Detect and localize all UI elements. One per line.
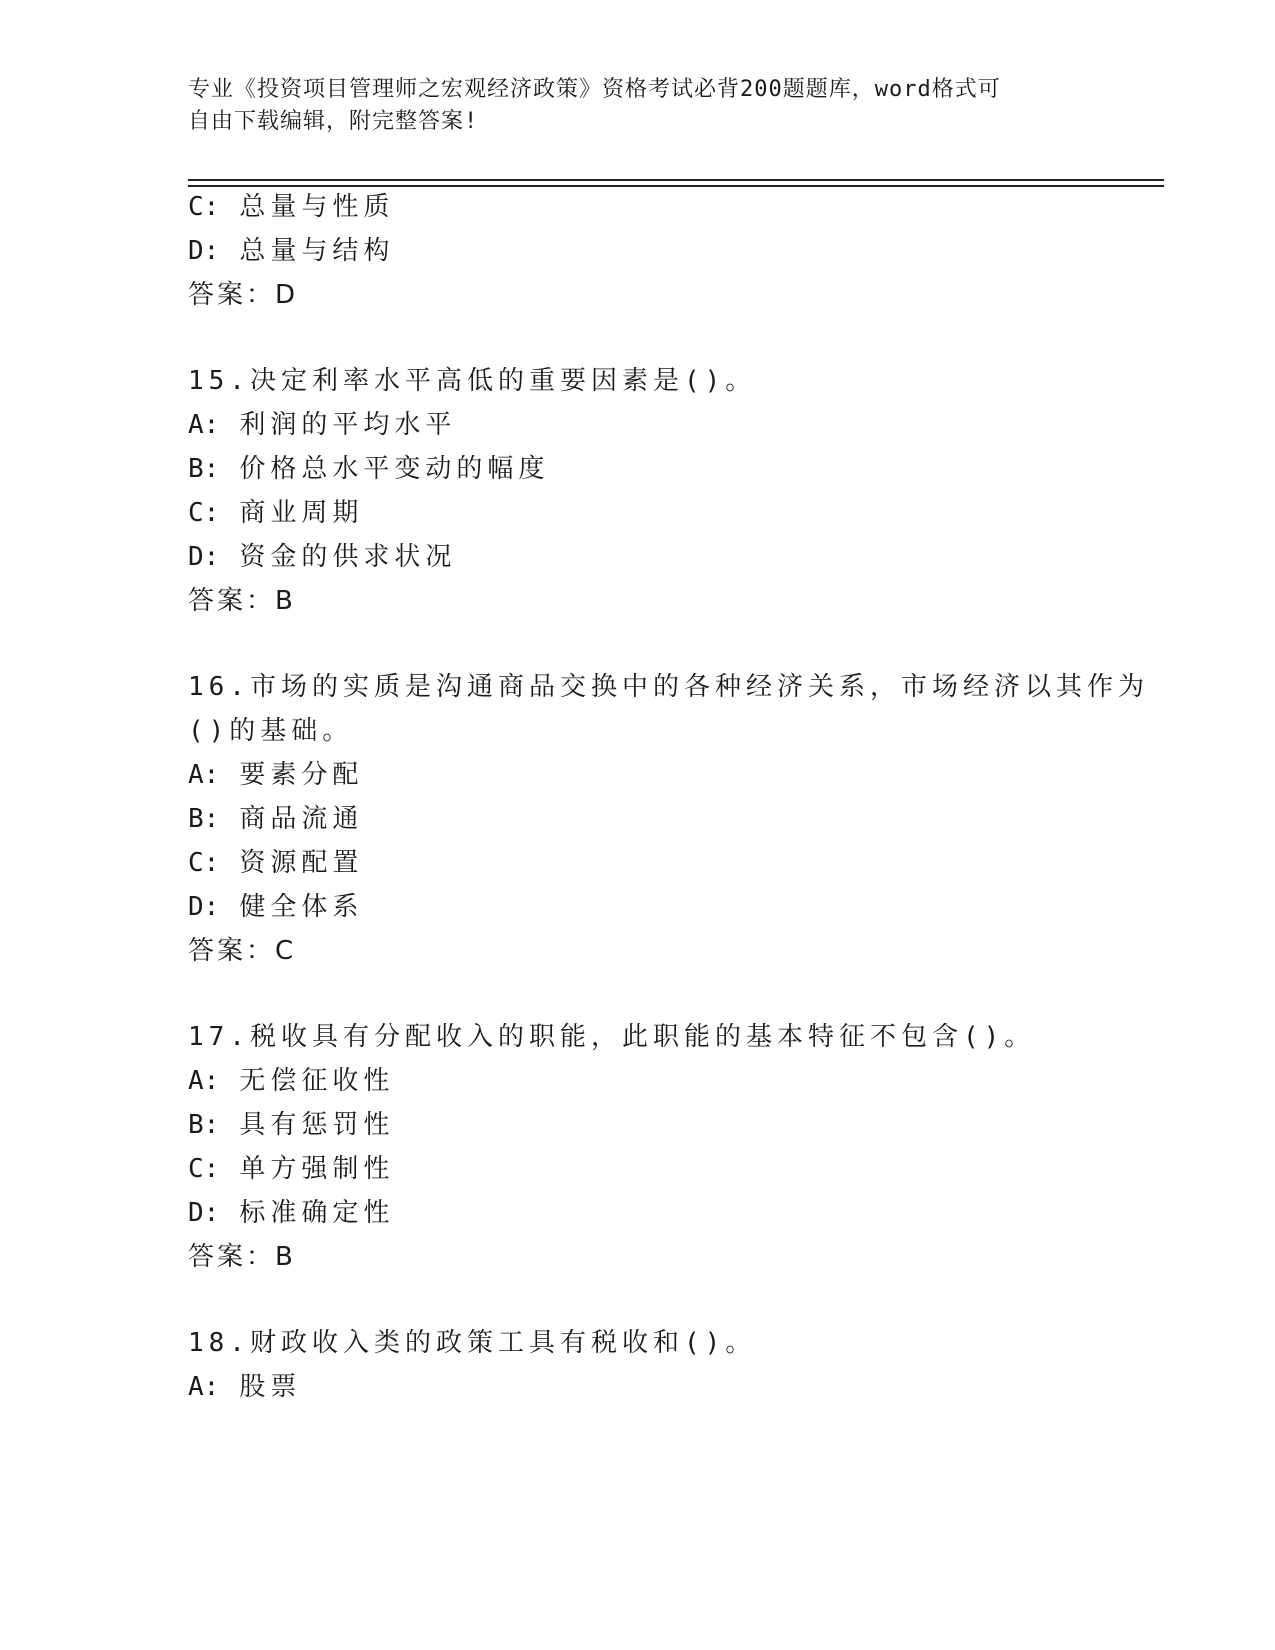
option-line: [188, 802, 363, 836]
option-text: 利润的平均水平: [239, 410, 457, 440]
option-key: A:: [188, 1372, 220, 1402]
option-line: [188, 890, 363, 924]
answer-line: 答案：B: [188, 586, 296, 616]
document-header: [188, 74, 1068, 138]
option-key: D:: [188, 542, 220, 572]
option-key: D:: [188, 1198, 220, 1228]
option-line: [188, 1196, 394, 1230]
option-text: 资金的供求状况: [239, 542, 457, 572]
option-text: 健全体系: [239, 892, 364, 922]
option-key: C:: [188, 1154, 220, 1184]
question-stem: 18.财政收入类的政策工具有税收和()。: [188, 1328, 757, 1358]
question-stem-continued: ()的基础。: [188, 716, 354, 746]
option-line: [188, 190, 394, 224]
option-key: A:: [188, 1066, 220, 1096]
header-rule-top: [188, 179, 1164, 181]
option-line: [188, 452, 549, 486]
option-text: 总量与性质: [239, 192, 395, 222]
option-text: 商业周期: [239, 498, 364, 528]
option-text: 资源配置: [239, 848, 364, 878]
option-text: 无偿征收性: [239, 1066, 395, 1096]
option-line: [188, 758, 363, 792]
option-key: A:: [188, 760, 220, 790]
option-key: C:: [188, 192, 220, 222]
option-key: B:: [188, 1110, 220, 1140]
option-line: [188, 496, 363, 530]
header-line-1: 专业《投资项目管理师之宏观经济政策》资格考试必背200题题库，word格式可: [188, 77, 1001, 102]
option-line: [188, 1370, 301, 1404]
option-key: D:: [188, 892, 220, 922]
option-text: 股票: [239, 1372, 302, 1402]
option-text: 单方强制性: [239, 1154, 395, 1184]
option-key: B:: [188, 454, 220, 484]
option-text: 标准确定性: [239, 1198, 395, 1228]
header-line-2: 自由下载编辑，附完整答案!: [188, 109, 479, 134]
header-rule-bottom: [188, 185, 1164, 187]
answer-line: 答案：B: [188, 1242, 296, 1272]
option-line: [188, 846, 363, 880]
option-line: [188, 408, 456, 442]
option-key: C:: [188, 848, 220, 878]
option-key: C:: [188, 498, 220, 528]
option-text: 商品流通: [239, 804, 364, 834]
option-text: 价格总水平变动的幅度: [239, 454, 550, 484]
option-line: [188, 1064, 394, 1098]
option-line: [188, 1108, 394, 1142]
option-key: B:: [188, 804, 220, 834]
answer-line: 答案：C: [188, 936, 297, 966]
option-text: 具有惩罚性: [239, 1110, 395, 1140]
question-stem: 16.市场的实质是沟通商品交换中的各种经济关系，市场经济以其作为: [188, 672, 1149, 702]
question-stem: 17.税收具有分配收入的职能，此职能的基本特征不包含()。: [188, 1022, 1036, 1052]
option-line: [188, 540, 456, 574]
question-stem: 15.决定利率水平高低的重要因素是()。: [188, 366, 757, 396]
option-key: D:: [188, 236, 220, 266]
answer-line: 答案：D: [188, 280, 299, 310]
option-text: 要素分配: [239, 760, 364, 790]
option-line: [188, 234, 394, 268]
option-line: [188, 1152, 394, 1186]
option-text: 总量与结构: [239, 236, 395, 266]
option-key: A:: [188, 410, 220, 440]
